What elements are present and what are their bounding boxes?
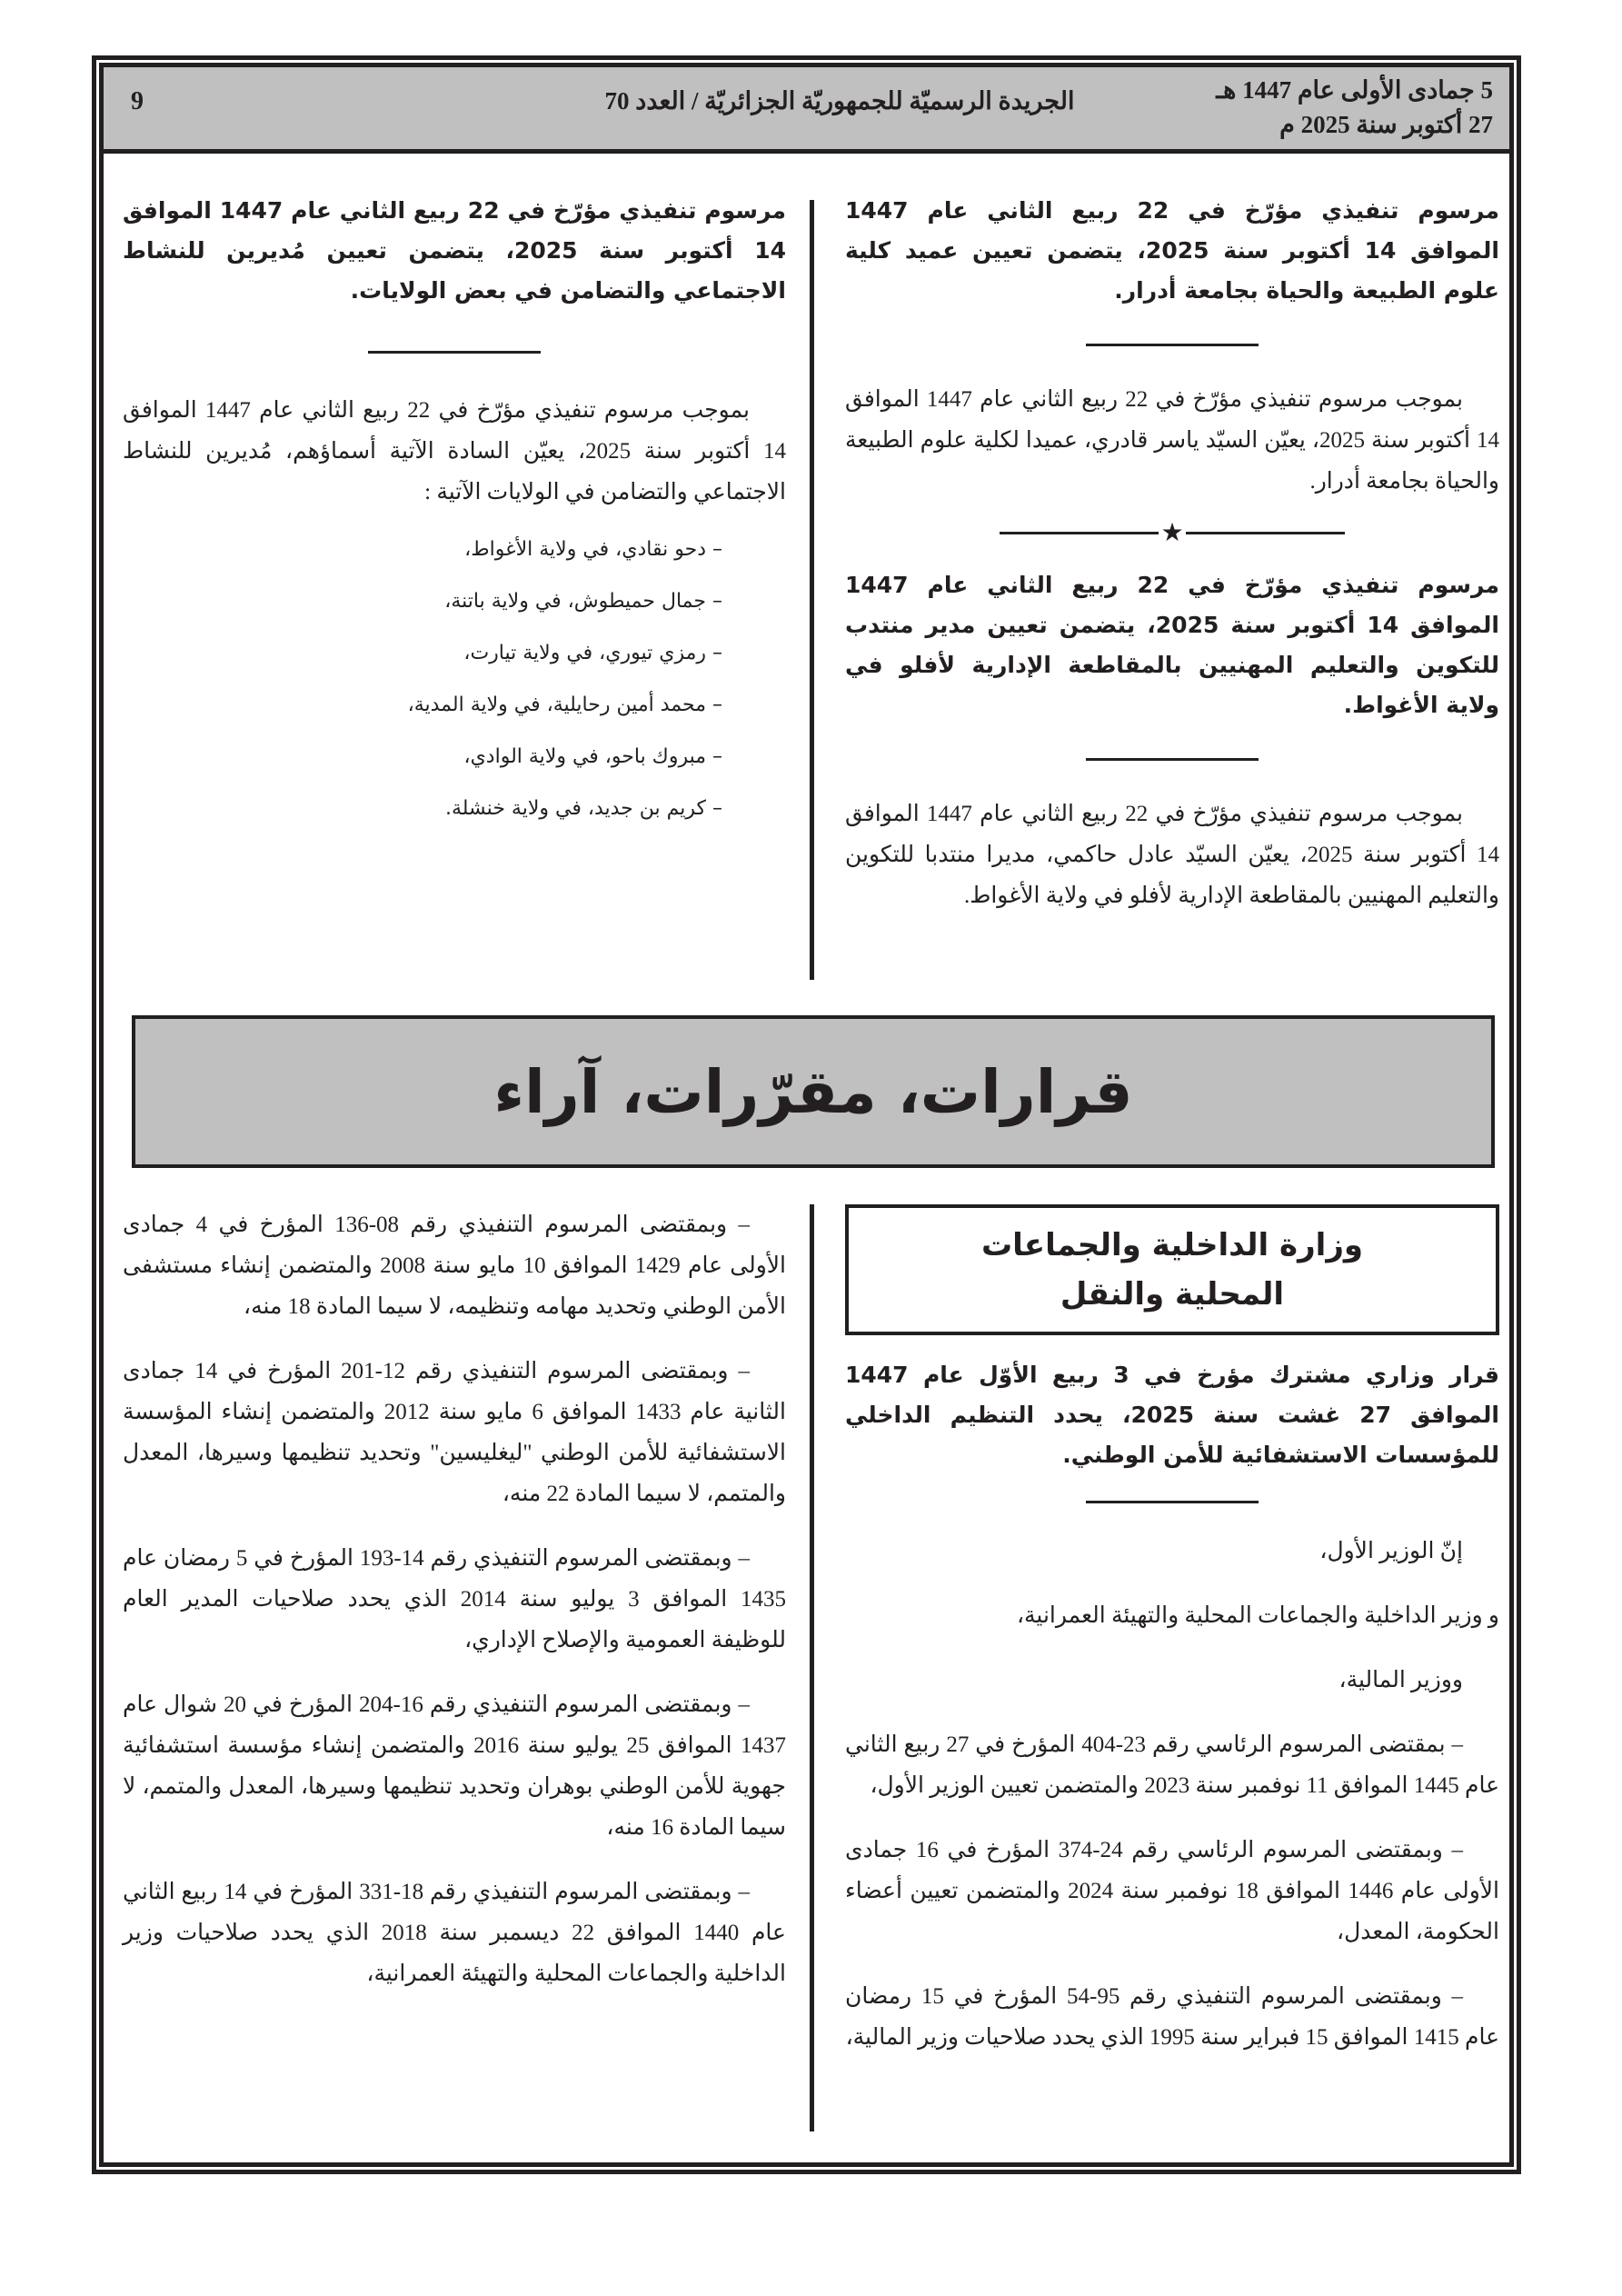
ministry-heading-line: المحلية والنقل <box>1060 1276 1285 1313</box>
header-date <box>1216 73 1493 142</box>
decision-title: قرار وزاري مشترك مؤرخ في 3 ربيع الأوّل عام 1447 الموافق 27 غشت سنة 2025، يحدد التنظيم الداخلي للمؤسسات الاستشفائية للأمن الوطني. <box>845 1362 1499 1468</box>
list-item: – مبروك باحو، في ولاية الوادي، <box>463 745 722 768</box>
legal-basis-item: – بمقتضى المرسوم الرئاسي رقم 23-404 المؤرخ في 27 ربيع الثاني عام 1445 الموافق 11 نوفمبر سنة 2023 والمتضمن تعيين الوزير الأول، <box>845 1732 1499 1798</box>
list-item: – رمزي تيوري، في ولاية تيارت، <box>463 642 722 664</box>
separator-line <box>1086 344 1259 346</box>
legal-basis-item: – وبمقتضى المرسوم التنفيذي رقم 18-331 المؤرخ في 14 ربيع الثاني عام 1440 الموافق 22 ديسمبر سنة 2018 الذي يحدد صلاحيات وزير الداخلية والجماعات المحلية والتهيئة العمرانية، <box>123 1880 786 1986</box>
column-divider-bottom <box>810 1204 814 2131</box>
header-title: الجريدة الرسميّة للجمهوريّة الجزائريّة / العدد 70 <box>604 87 1075 115</box>
star-icon: ★ <box>1160 517 1184 547</box>
decree-title-dean-adrar: مرسوم تنفيذي مؤرّخ في 22 ربيع الثاني عام 1447 الموافق 14 أكتوبر سنة 2025، يتضمن تعيين عميد كلية علوم الطبيعة والحياة بجامعة أدرار. <box>845 197 1499 304</box>
separator-line <box>1086 758 1259 761</box>
list-item: – دحو نقادي، في ولاية الأغواط، <box>464 538 722 561</box>
section-title-box <box>132 1015 1495 1168</box>
appointees-list <box>123 524 786 834</box>
separator-line <box>368 351 541 354</box>
column-divider-top <box>810 200 814 980</box>
left-column-top <box>123 191 786 834</box>
list-item: – كريم بن جديد، في ولاية خنشلة. <box>444 797 722 820</box>
legal-basis-item: – وبمقتضى المرسوم التنفيذي رقم 95-54 المؤرخ في 15 رمضان عام 1415 الموافق 15 فبراير سنة 1995 الذي يحدد صلاحيات وزير المالية، <box>845 1984 1499 2050</box>
page-header <box>104 67 1509 154</box>
preamble-line: ووزير المالية، <box>1338 1668 1463 1692</box>
decree-title-social-directors: مرسوم تنفيذي مؤرّخ في 22 ربيع الثاني عام 1447 الموافق 14 أكتوبر سنة 2025، يتضمن تعيين مُديرين للنشاط الاجتماعي والتضامن في بعض الولايات. <box>123 197 786 304</box>
decree-body-social-directors: بموجب مرسوم تنفيذي مؤرّخ في 22 ربيع الثاني عام 1447 الموافق 14 أكتوبر سنة 2025، يعيّن السادة الآتية أسماؤهم، مُديرين للنشاط الاجتماعي والتضامن في الولايات الآتية : <box>123 398 786 504</box>
header-date-gregorian: 27 أكتوبر سنة 2025 م <box>1279 111 1493 138</box>
preamble-line: و وزير الداخلية والجماعات المحلية والتهيئة العمرانية، <box>1016 1603 1499 1628</box>
left-column-bottom <box>123 1204 786 2018</box>
separator-line <box>1000 532 1159 534</box>
preamble-line: إنّ الوزير الأول، <box>1319 1539 1463 1563</box>
decree-title-aflou: مرسوم تنفيذي مؤرّخ في 22 ربيع الثاني عام 1447 الموافق 14 أكتوبر سنة 2025، يتضمن تعيين مدير منتدب للتكوين والتعليم المهنيين بالمقاطعة الإدارية لأفلو في ولاية الأغواط. <box>845 572 1499 718</box>
header-date-hijri: 5 جمادى الأولى عام 1447 هـ <box>1216 76 1493 104</box>
separator-line <box>1186 532 1345 534</box>
right-column-bottom <box>845 1204 1499 2081</box>
decree-body-aflou: بموجب مرسوم تنفيذي مؤرّخ في 22 ربيع الثاني عام 1447 الموافق 14 أكتوبر سنة 2025، يعيّن السيّد عادل حاكمي، مديرا منتدبا للتكوين والتعليم المهنيين بالمقاطعة الإدارية لأفلو في ولاية الأغواط. <box>845 802 1499 908</box>
right-column-top <box>845 191 1499 916</box>
legal-basis-item: – وبمقتضى المرسوم التنفيذي رقم 16-204 المؤرخ في 20 شوال عام 1437 الموافق 25 يوليو سنة 2016 والمتضمن إنشاء مؤسسة استشفائية جهوية للأمن الوطني بوهران وتحديد تنظيمها وسيرها، المعدل والمتمم، لا سيما المادة 16 منه، <box>123 1692 786 1840</box>
legal-basis-item: – وبمقتضى المرسوم التنفيذي رقم 12-201 المؤرخ في 14 جمادى الثانية عام 1433 الموافق 6 مايو سنة 2012 والمتضمن إنشاء المؤسسة الاستشفائية للأمن الوطني "ليغليسين" وتحديد تنظيمها وسيرها، المعدل والمتمم، لا سيما المادة 22 منه، <box>123 1359 786 1506</box>
section-title: قرارات، مقرّرات، آراء <box>493 1056 1133 1127</box>
list-item: – محمد أمين رحايلية، في ولاية المدية، <box>407 694 722 716</box>
page-number: 9 <box>131 87 144 115</box>
decree-body-dean-adrar: بموجب مرسوم تنفيذي مؤرّخ في 22 ربيع الثاني عام 1447 الموافق 14 أكتوبر سنة 2025، يعيّن السيّد ياسر قادري، عميدا لكلية علوم الطبيعة والحياة بجامعة أدرار. <box>845 387 1499 494</box>
legal-basis-item: – وبمقتضى المرسوم التنفيذي رقم 14-193 المؤرخ في 5 رمضان عام 1435 الموافق 3 يوليو سنة 2014 الذي يحدد صلاحيات المدير العام للوظيفة العمومية والإصلاح الإداري، <box>123 1546 787 1652</box>
ministry-heading-box <box>845 1204 1499 1335</box>
list-item: – جمال حميطوش، في ولاية باتنة، <box>444 590 722 613</box>
legal-basis-item: – وبمقتضى المرسوم التنفيذي رقم 08-136 المؤرخ في 4 جمادى الأولى عام 1429 الموافق 10 مايو سنة 2008 والمتضمن إنشاء مستشفى الأمن الوطني وتحديد مهامه وتنظيمه، لا سيما المادة 18 منه، <box>123 1213 786 1319</box>
ministry-heading-line: وزارة الداخلية والجماعات <box>980 1227 1364 1263</box>
legal-basis-item: – وبمقتضى المرسوم الرئاسي رقم 24-374 المؤرخ في 16 جمادى الأولى عام 1446 الموافق 18 نوفمبر سنة 2024 والمتضمن تعيين أعضاء الحكومة، المعدل، <box>845 1838 1499 1944</box>
star-separator <box>1000 517 1345 547</box>
separator-line <box>1086 1501 1259 1503</box>
